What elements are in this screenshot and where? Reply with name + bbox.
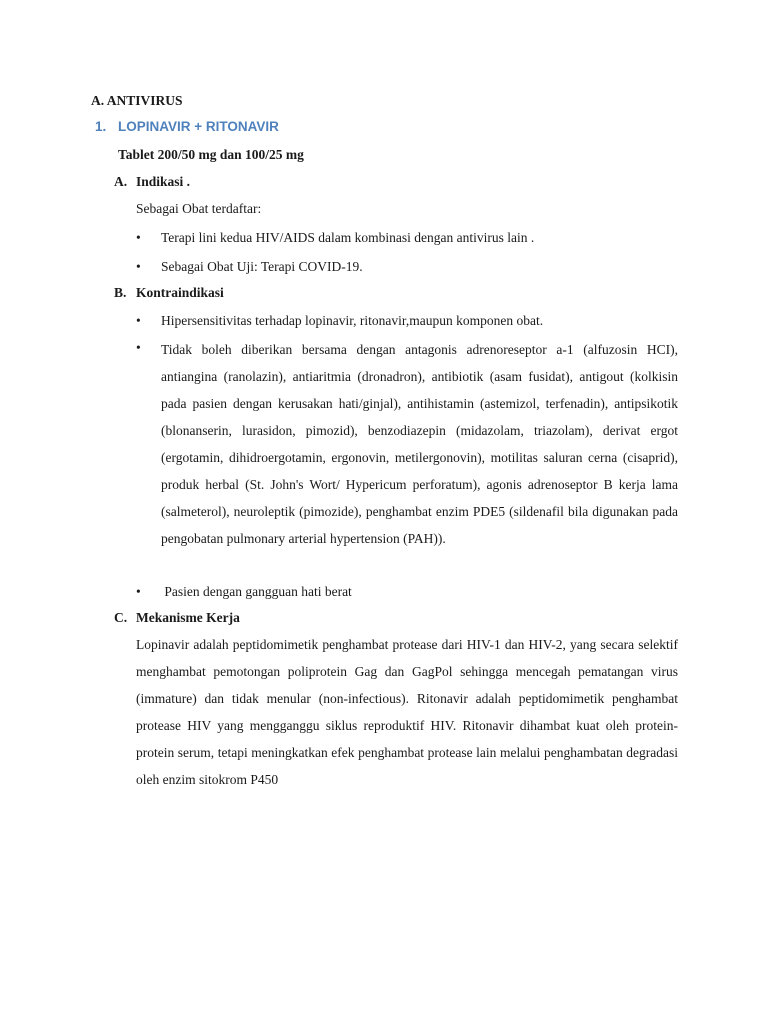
list-item-text: Hipersensitivitas terhadap lopinavir, ritonavir,maupun komponen obat.	[161, 313, 544, 328]
bullet-icon: •	[136, 259, 141, 274]
section-heading: A. ANTIVIRUS	[91, 93, 183, 108]
mekanisme-letter: C.	[114, 610, 128, 625]
list-item	[136, 336, 678, 552]
kontraindikasi-heading	[114, 285, 224, 301]
list-item	[136, 230, 678, 246]
indikasi-title: Indikasi .	[136, 174, 191, 189]
drug-heading	[95, 119, 279, 134]
kontraindikasi-letter: B.	[114, 285, 127, 300]
mekanisme-title: Mekanisme Kerja	[136, 610, 240, 625]
list-item	[136, 584, 678, 600]
drug-name: LOPINAVIR + RITONAVIR	[118, 119, 279, 134]
tablet-dosage-line: Tablet 200/50 mg dan 100/25 mg	[118, 147, 304, 162]
mekanisme-heading	[114, 610, 240, 626]
list-item	[136, 259, 678, 275]
bullet-icon: •	[136, 313, 141, 328]
indikasi-intro: Sebagai Obat terdaftar:	[136, 201, 262, 216]
kontraindikasi-title: Kontraindikasi	[136, 285, 224, 300]
list-item-text: Sebagai Obat Uji: Terapi COVID-19.	[161, 259, 363, 274]
mekanisme-paragraph: Lopinavir adalah peptidomimetik penghambat protease dari HIV-1 dan HIV-2, yang secara selektif menghambat pemotongan poliprotein Gag dan GagPol sehingga mencegah pematangan virus (immature) dan tidak menular (non-infectious). Ritonavir adalah peptidomimetik penghambat protease HIV yang mengganggu siklus reproduktif HIV. Ritonavir dihambat kuat oleh protein-protein serum, tetapi meningkatkan efek penghambat protease lain melalui penghambatan degradasi oleh enzim sitokrom P450	[136, 637, 678, 787]
list-item	[136, 313, 678, 329]
bullet-icon: •	[136, 230, 141, 245]
indikasi-letter: A.	[114, 174, 128, 189]
bullet-icon: •	[136, 584, 141, 599]
list-item-text: Pasien dengan gangguan hati berat	[161, 584, 352, 599]
list-item-text: Terapi lini kedua HIV/AIDS dalam kombinasi dengan antivirus lain .	[161, 230, 535, 245]
indikasi-heading	[114, 174, 190, 190]
bullet-icon: •	[136, 340, 141, 355]
drug-number: 1.	[95, 119, 107, 134]
list-item-text: Tidak boleh diberikan bersama dengan antagonis adrenoreseptor a-1 (alfuzosin HCI), antiangina (ranolazin), antiaritmia (dronadron), antibiotik (asam fusidat), antigout (kolkisin pada pasien dengan kerusakan hati/ginjal), antihistamin (astemizol, terfenadin), antipsikotik (blonanserin, lurasidon, pimozid), benzodiazepin (midazolam, triazolam), derivat ergot (ergotamin, dihidroergotamin, ergonovin, metilergonovin), motilitas saluran cerna (cisaprid), produk herbal (St. John's Wort/ Hypericum perforatum), agonis adrenoseptor B kerja lama (salmeterol), neuroleptik (pimozide), penghambat enzim PDE5 (sildenafil bila digunakan pada pengobatan pulmonary arterial hypertension (PAH)).	[161, 342, 678, 546]
